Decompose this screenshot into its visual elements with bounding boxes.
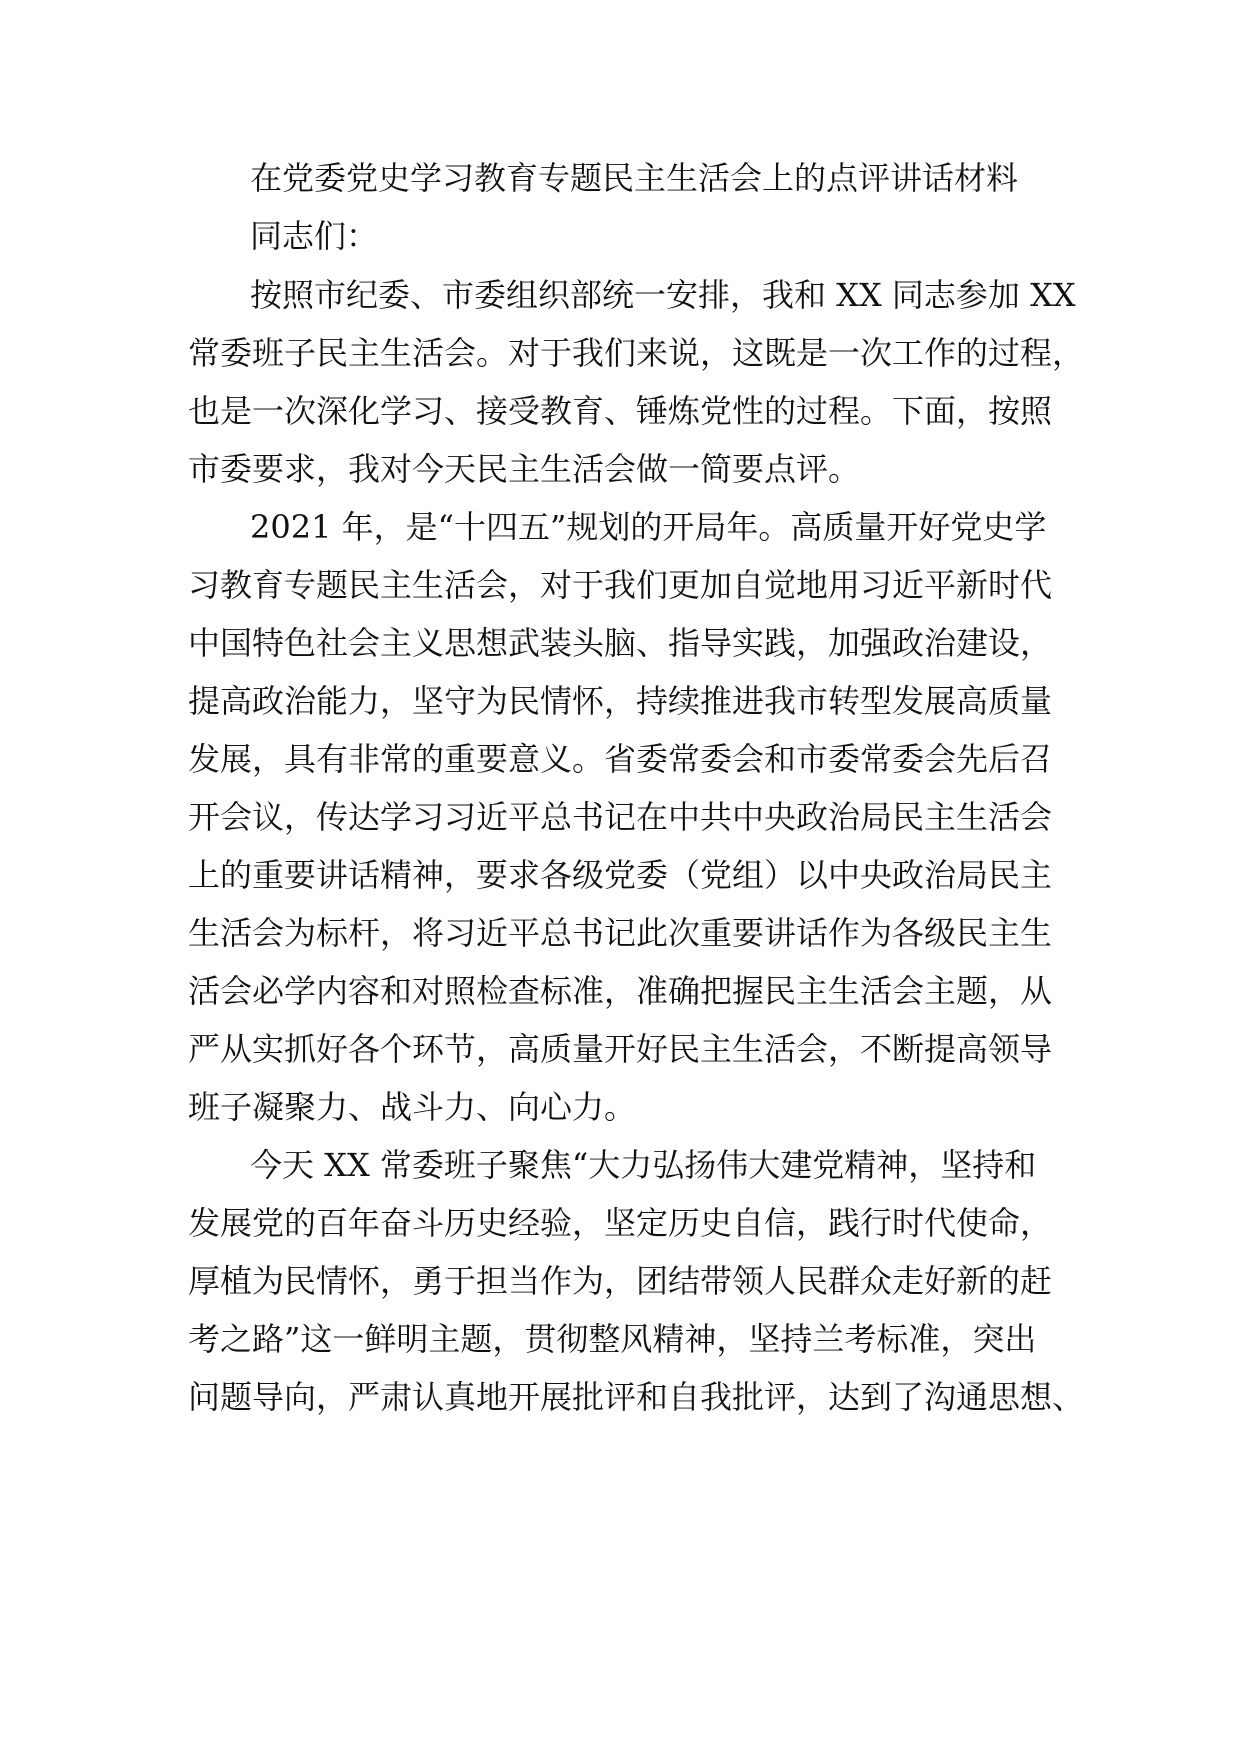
paragraph-2-line-6: 开会议，传达学习习近平总书记在中共中央政治局民主生活会 [188,798,1053,836]
paragraph-2-line-2: 习教育专题民主生活会，对于我们更加自觉地用习近平新时代 [188,566,1053,604]
paragraph-2-line-3: 中国特色社会主义思想武装头脑、指导实践，加强政治建设， [188,624,1053,662]
paragraph-3-line-5: 问题导向，严肃认真地开展批评和自我批评，达到了沟通思想、 [188,1378,1085,1416]
paragraph-1-line-3: 也是一次深化学习、接受教育、锤炼党性的过程。下面，按照 [188,392,1053,430]
paragraph-1-line-4: 市委要求，我对今天民主生活会做一简要点评。 [188,450,861,488]
paragraph-3-line-4: 考之路”这一鲜明主题，贯彻整风精神，坚持兰考标准，突出 [188,1320,1037,1358]
document-title: 在党委党史学习教育专题民主生活会上的点评讲话材料 [250,159,1019,197]
paragraph-3-line-2: 发展党的百年奋斗历史经验，坚定历史自信，践行时代使命， [188,1204,1053,1242]
paragraph-2-line-9: 活会必学内容和对照检查标准，准确把握民主生活会主题，从 [188,972,1053,1010]
salutation: 同志们： [250,217,379,255]
paragraph-1-line-2: 常委班子民主生活会。对于我们来说，这既是一次工作的过程， [188,334,1085,372]
paragraph-2-line-4: 提高政治能力，坚守为民情怀，持续推进我市转型发展高质量 [188,682,1053,720]
paragraph-1-line-1: 按照市纪委、市委组织部统一安排，我和 XX 同志参加 XX [250,276,1076,314]
paragraph-2-line-11: 班子凝聚力、战斗力、向心力。 [188,1088,637,1126]
paragraph-2-line-7: 上的重要讲话精神，要求各级党委（党组）以中央政治局民主 [188,856,1053,894]
paragraph-3-line-3: 厚植为民情怀，勇于担当作为，团结带领人民群众走好新的赶 [188,1262,1053,1300]
paragraph-2-line-1: 2021 年，是“十四五”规划的开局年。高质量开好党史学 [250,508,1047,546]
paragraph-2-line-10: 严从实抓好各个环节，高质量开好民主生活会，不断提高领导 [188,1030,1053,1068]
paragraph-2-line-5: 发展，具有非常的重要意义。省委常委会和市委常委会先后召 [188,740,1053,778]
paragraph-3-line-1: 今天 XX 常委班子聚焦“大力弘扬伟大建党精神，坚持和 [250,1146,1037,1184]
paragraph-2-line-8: 生活会为标杆，将习近平总书记此次重要讲话作为各级民主生 [188,914,1053,952]
